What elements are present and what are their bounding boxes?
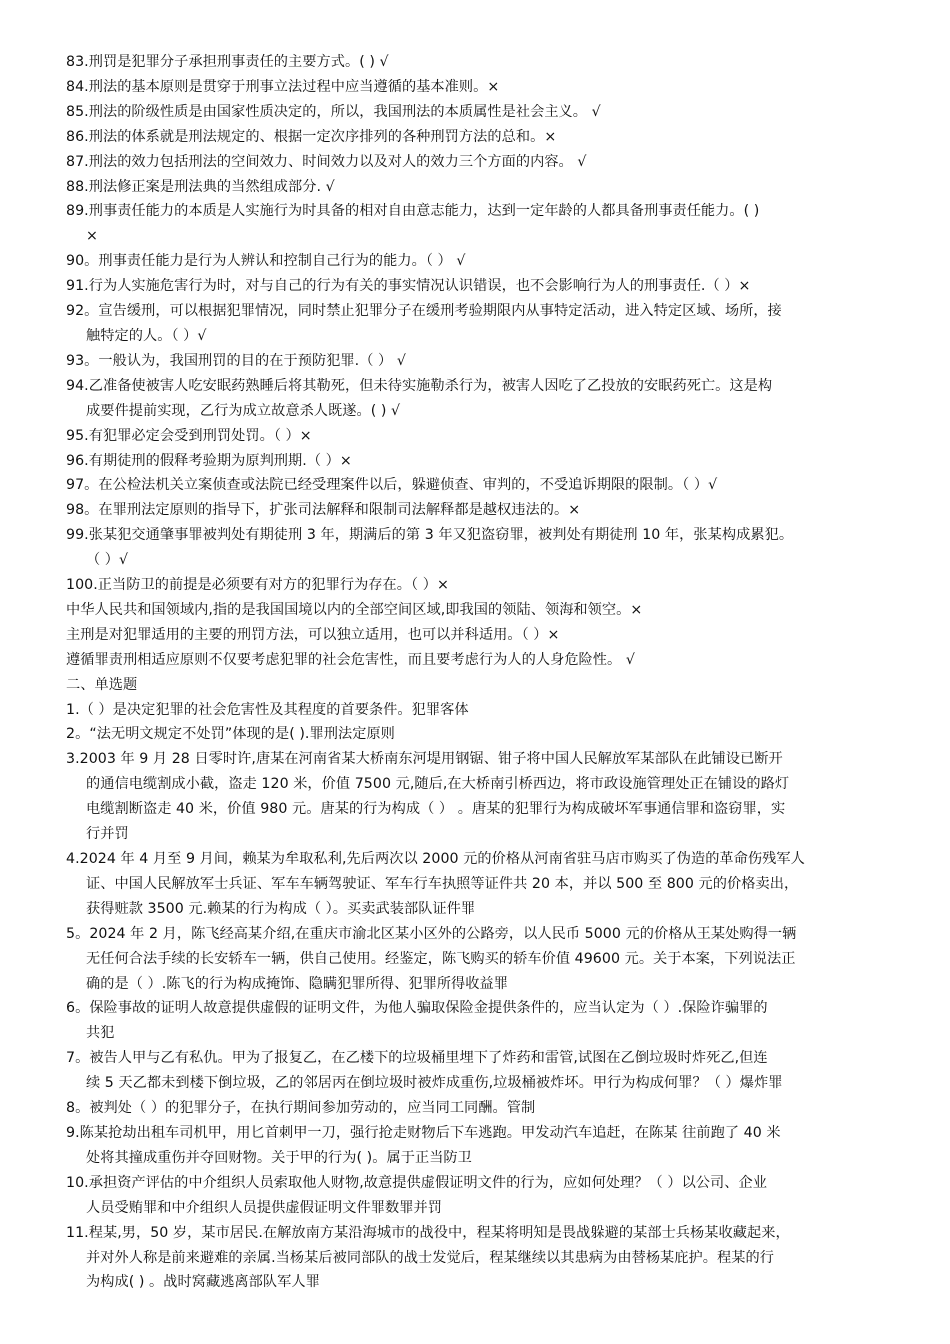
text-line: 3.2003 年 9 月 28 日零时许,唐某在河南省某大桥南东河堤用钢锯、钳子将中国人民解放军某部队在此铺设已断开: [66, 751, 783, 768]
text-line: 89.刑事责任能力的本质是人实施行为时具备的相对自由意志能力，达到一定年龄的人都具备刑事责任能力。( ): [66, 203, 760, 220]
text-line: 8。被判处（ ）的犯罪分子，在执行期间参加劳动的，应当同工同酬。管制: [66, 1100, 536, 1117]
text-line: 二、单选题: [66, 676, 138, 693]
text-line: 88.刑法修正案是刑法典的当然组成部分. √: [66, 178, 335, 195]
text-line: 中华人民共和国领域内,指的是我国国境以内的全部空间区域,即我国的领陆、领海和领空。×: [66, 601, 643, 618]
text-line: 证、中国人民解放军士兵证、军车车辆驾驶证、军车行车执照等证件共 20 本，并以 500 至 800 元的价格卖出，: [86, 875, 799, 892]
text-line: 共犯: [86, 1025, 115, 1042]
text-line: 的通信电缆割成小截，盗走 120 米，价值 7500 元,随后,在大桥南引桥西边，将市政设施管理处正在铺设的路灯: [86, 776, 790, 793]
text-line: 90。刑事责任能力是行为人辨认和控制自己行为的能力。（ ） √: [66, 253, 466, 270]
text-line: 并对外人称是前来避难的亲属.当杨某后被同部队的战士发觉后，程某继续以其患病为由替杨某庇护。程某的行: [86, 1249, 774, 1266]
text-line: 98。在罪刑法定原则的指导下，扩张司法解释和限制司法解释都是越权违法的。×: [66, 502, 581, 519]
text-line: 87.刑法的效力包括刑法的空间效力、时间效力以及对人的效力三个方面的内容。 √: [66, 153, 587, 170]
text-line: 96.有期徒刑的假释考验期为原判刑期.（ ）×: [66, 452, 352, 469]
text-line: 遵循罪责刑相适应原则不仅要考虑犯罪的社会危害性，而且要考虑行为人的人身危险性。 √: [66, 651, 635, 668]
text-line: 5。2024 年 2 月，陈飞经高某介绍,在重庆市渝北区某小区外的公路旁，以人民币 5000 元的价格从王某处购得一辆: [66, 925, 797, 942]
text-line: 1.（ ）是决定犯罪的社会危害性及其程度的首要条件。犯罪客体: [66, 701, 469, 718]
text-line: 无任何合法手续的长安轿车一辆，供自己使用。经鉴定，陈飞购买的轿车价值 49600 元。关于本案，下列说法正: [86, 950, 796, 967]
text-line: 4.2024 年 4 月至 9 月间，赖某为牟取私利,先后两次以 2000 元的价格从河南省驻马店市购买了伪造的革命伤残军人: [66, 851, 805, 867]
text-line: 100.正当防卫的前提是必须要有对方的犯罪行为存在。（ ）×: [66, 577, 449, 594]
text-line: 确的是（ ）.陈飞的行为构成掩饰、隐瞒犯罪所得、犯罪所得收益罪: [86, 975, 509, 992]
text-line: ×: [86, 228, 98, 245]
text-line: 6。保险事故的证明人故意提供虚假的证明文件，为他人骗取保险金提供条件的，应当认定为（ ）.保险诈骗罪的: [66, 1000, 768, 1017]
text-line: 9.陈某抢劫出租车司机甲，用匕首刺甲一刀，强行抢走财物后下车逃跑。甲发动汽车追赶，在陈某 往前跑了 40 米: [66, 1124, 781, 1141]
text-line: 人员受贿罪和中介组织人员提供虚假证明文件罪数罪并罚: [86, 1199, 442, 1216]
text-line: 94.乙准备使被害人吃安眠药熟睡后将其勒死，但未待实施勒杀行为，被害人因吃了乙投放的安眠药死亡。这是构: [66, 377, 773, 394]
text-line: 处将其撞成重伤并夺回财物。关于甲的行为( )。属于正当防卫: [86, 1149, 472, 1166]
text-line: 86.刑法的体系就是刑法规定的、根据一定次序排列的各种刑罚方法的总和。×: [66, 128, 557, 145]
text-line: 85.刑法的阶级性质是由国家性质决定的，所以，我国刑法的本质属性是社会主义。 √: [66, 103, 601, 120]
text-line: （ ）√: [86, 552, 129, 569]
text-line: 83.刑罚是犯罪分子承担刑事责任的主要方式。( ) √: [66, 54, 389, 70]
text-line: 92。宣告缓刑，可以根据犯罪情况，同时禁止犯罪分子在缓刑考验期限内从事特定活动，进入特定区域、场所，接: [66, 303, 782, 320]
text-line: 93。一般认为，我国刑罚的目的在于预防犯罪.（ ） √: [66, 352, 406, 369]
text-line: 获得赃款 3500 元.赖某的行为构成（ ）。买卖武装部队证件罪: [86, 900, 476, 917]
text-line: 为构成( ) 。战时窝藏逃离部队军人罪: [86, 1274, 320, 1291]
text-line: 行并罚: [86, 826, 129, 843]
text-line: 电缆割断盗走 40 米，价值 980 元。唐某的行为构成（ ） 。唐某的犯罪行为构成破坏军事通信罪和盗窃罪，实: [86, 801, 786, 818]
text-line: 10.承担资产评估的中介组织人员索取他人财物,故意提供虚假证明文件的行为，应如何处理？（ ）以公司、企业: [66, 1174, 767, 1191]
text-line: 91.行为人实施危害行为时，对与自己的行为有关的事实情况认识错误，也不会影响行为人的刑事责任.（ ）×: [66, 278, 751, 295]
text-line: 成要件提前实现，乙行为成立故意杀人既遂。( ) √: [86, 402, 401, 419]
text-line: 7。被告人甲与乙有私仇。甲为了报复乙，在乙楼下的垃圾桶里埋下了炸药和雷管,试图在乙倒垃圾时炸死乙,但连: [66, 1050, 768, 1067]
text-line: 主刑是对犯罪适用的主要的刑罚方法，可以独立适用，也可以并科适用。（ ）×: [66, 626, 560, 643]
text-line: 11.程某,男，50 岁，某市居民.在解放南方某沿海城市的战役中，程某将明知是畏战躲避的某部士兵杨某收藏起来，: [66, 1224, 790, 1241]
text-line: 续 5 天乙都未到楼下倒垃圾，乙的邻居丙在倒垃圾时被炸成重伤,垃圾桶被炸坏。甲行为构成何罪？（ ）爆炸罪: [86, 1075, 783, 1092]
text-line: 95.有犯罪必定会受到刑罚处罚。（ ）×: [66, 427, 312, 444]
text-line: 97。在公检法机关立案侦查或法院已经受理案件以后，躲避侦查、审判的，不受追诉期限的限制。（ ）√: [66, 477, 718, 494]
text-line: 2。“法无明文规定不处罚”体现的是( ).罪刑法定原则: [66, 726, 395, 743]
text-line: 99.张某犯交通肇事罪被判处有期徒刑 3 年，期满后的第 3 年又犯盗窃罪，被判处有期徒刑 10 年，张某构成累犯。: [66, 527, 794, 544]
text-line: 84.刑法的基本原则是贯穿于刑事立法过程中应当遵循的基本准则。×: [66, 78, 500, 95]
text-line: 触特定的人。（ ）√: [86, 327, 207, 344]
